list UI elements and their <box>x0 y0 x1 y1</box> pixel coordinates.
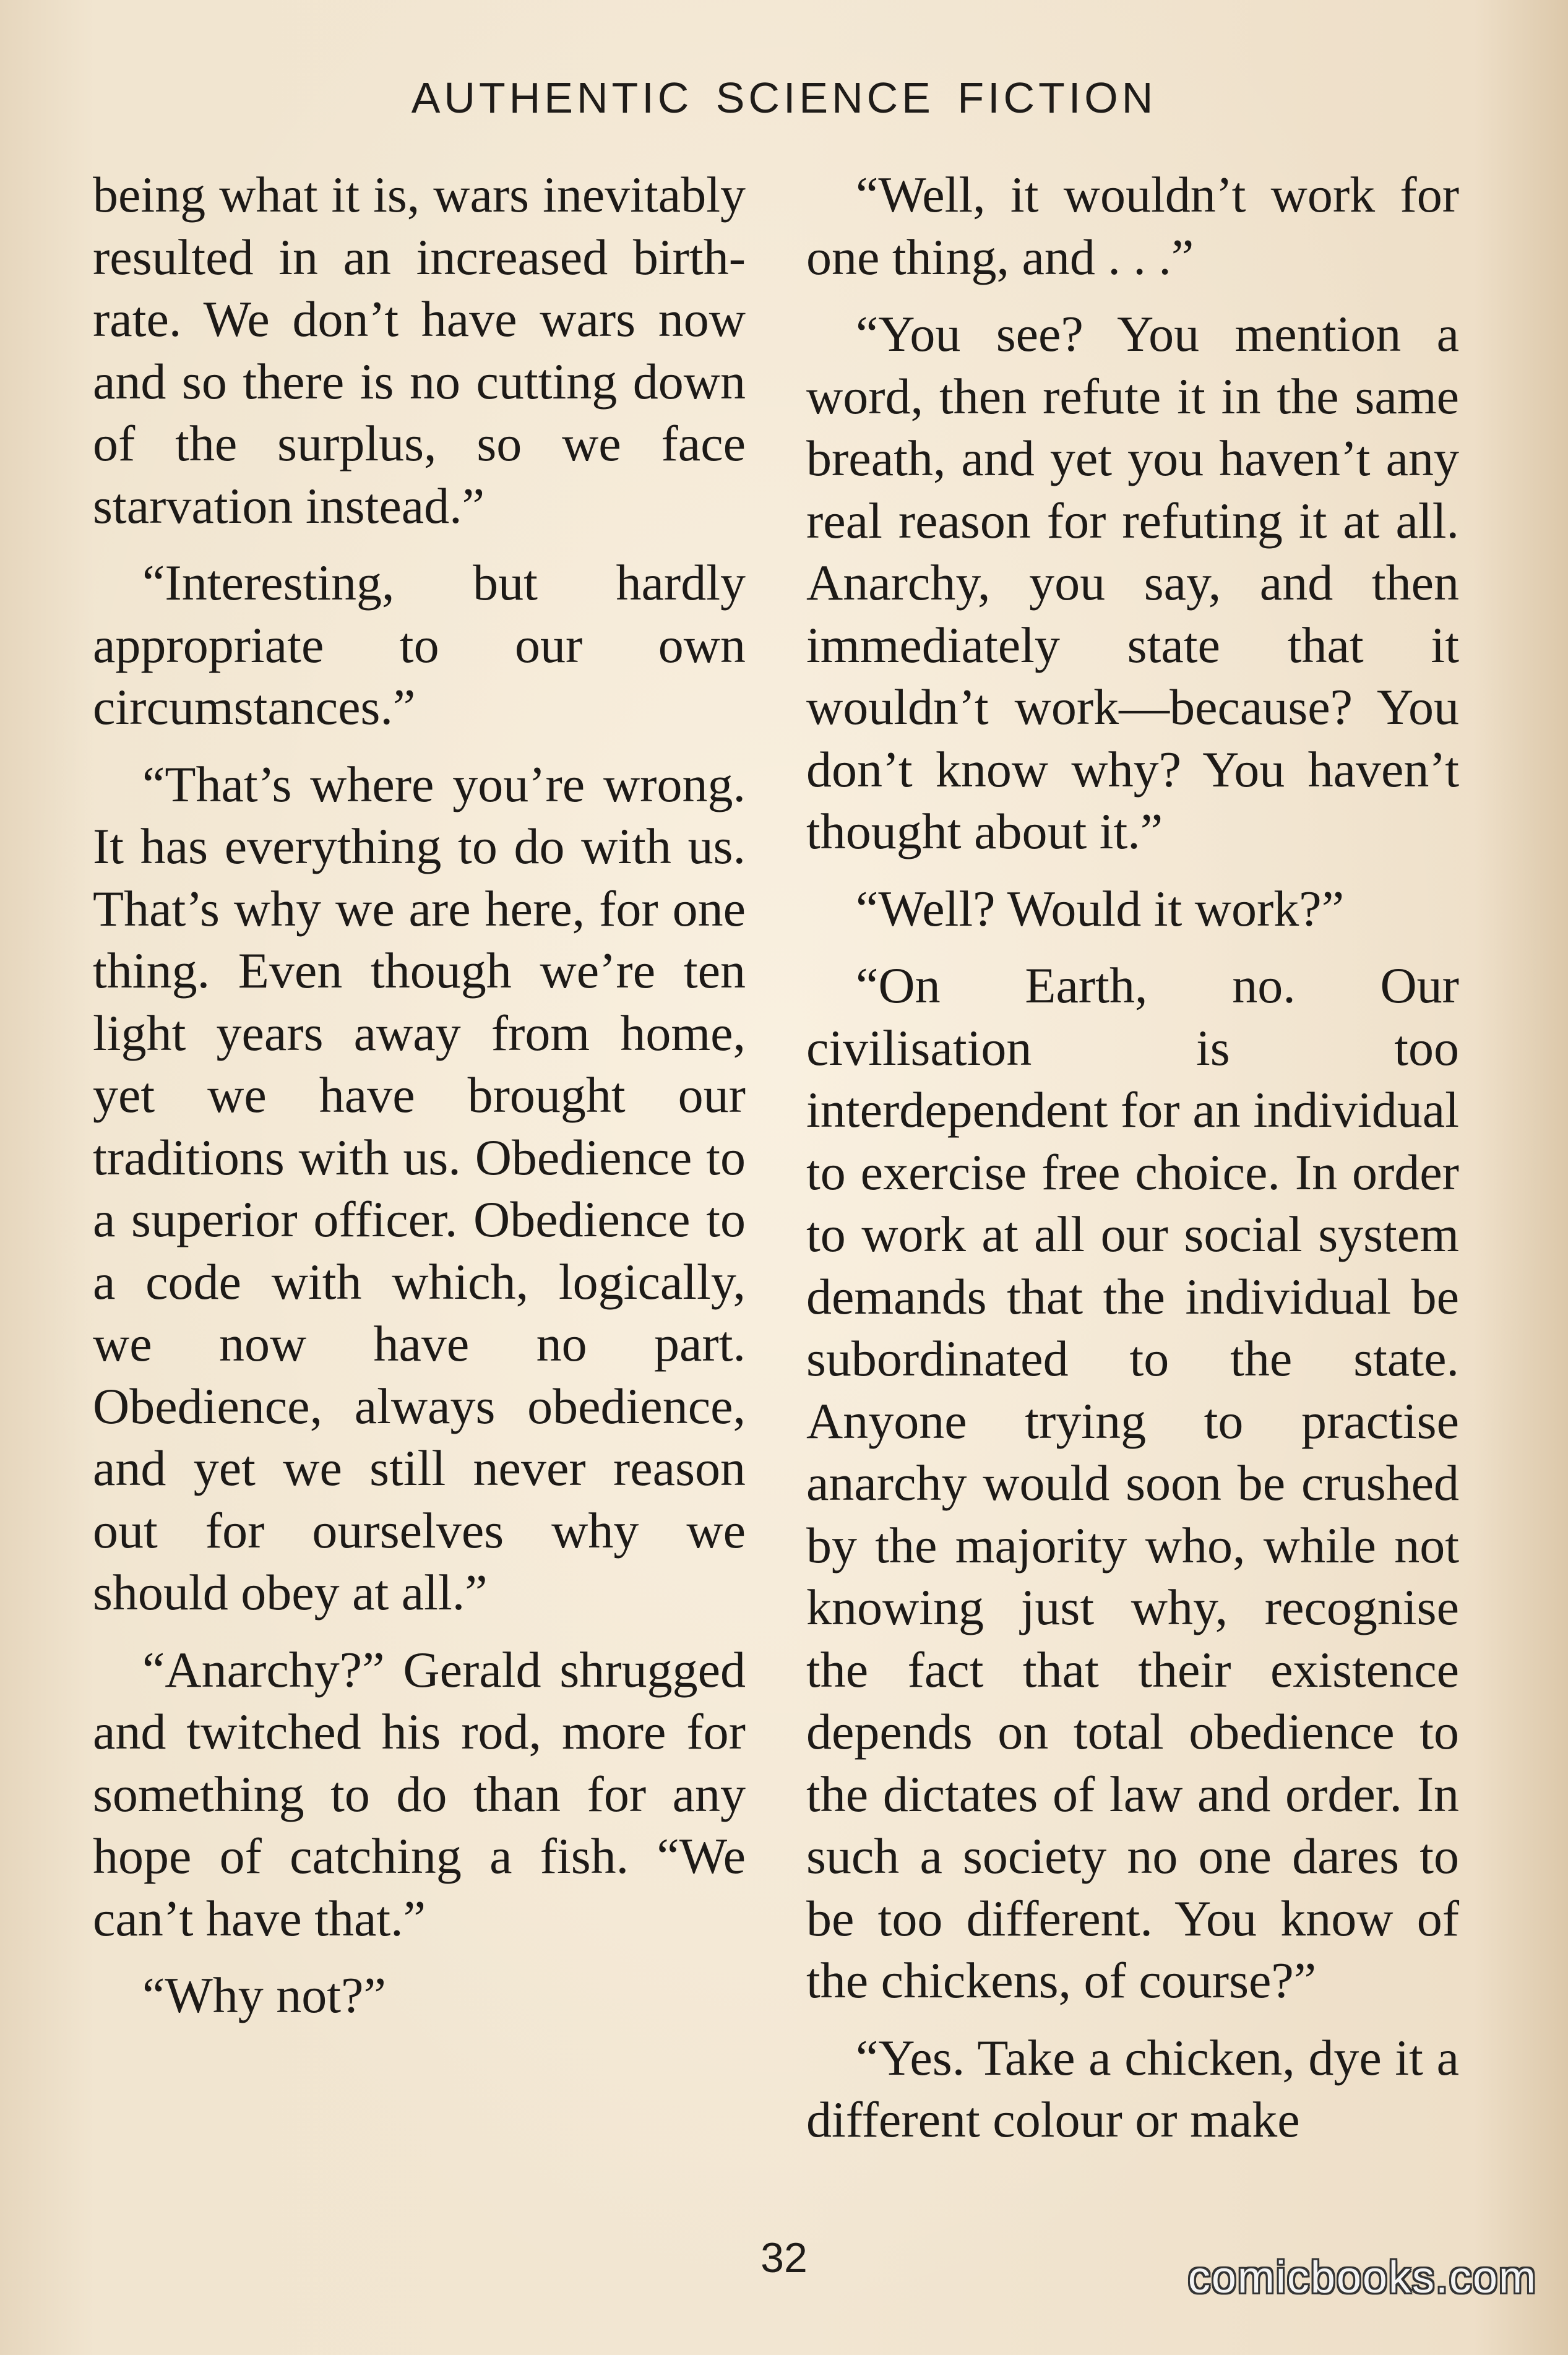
paragraph: “Yes. Take a chicken, dye it a different colour or make <box>806 2029 1459 2148</box>
left-text-column <box>93 164 746 2027</box>
running-header: AUTHENTIC SCIENCE FICTION <box>411 74 1157 122</box>
paragraph: “On Earth, no. Our civilisation is too interdependent for an individual to exercise free choice. In order to work at all our social system demands that the individual be subordinated to the state. Anyone trying to practise anarchy would soon be crushed by the majority who, while not knowing just why, recognise the fact that their existence depends on total obedience to the dictates of law and order. In such a society no one dares to be too different. You know of the chickens, of course?” <box>806 957 1459 2008</box>
site-watermark: comicbooks.com <box>1187 2253 1537 2302</box>
paragraph: “Interesting, but hardly appropriate to our own circumstances.” <box>93 554 746 735</box>
paragraph: “Why not?” <box>142 1967 386 2023</box>
paragraph: “That’s where you’re wrong. It has everything to do with us. That’s why we are here, for one thing. Even though we’re ten light years away from home, yet we have brought our traditions with us. Obedience to a superior officer. Obedience to a code with which, logically, we now have no part. Obedience, always obedience, and yet we still never reason out for ourselves why we should obey at all.” <box>93 756 746 1621</box>
paragraph: “You see? You mention a word, then refute it in the same breath, and yet you haven’t any real reason for refuting it at all. Anarchy, you say, and then immediately state that it wouldn’t work—because? You don’t know why? You haven’t thought about it.” <box>806 306 1459 859</box>
paragraph: “Anarchy?” Gerald shrugged and twitched his rod, more for something to do than for any hope of catching a fish. “We can’t have that.” <box>93 1641 746 1947</box>
page-number: 32 <box>760 2234 808 2281</box>
right-text-column <box>806 164 1459 2151</box>
paragraph: “Well, it wouldn’t work for one thing, and . . .” <box>806 166 1459 285</box>
paragraph: “Well? Would it work?” <box>856 880 1345 937</box>
paragraph: being what it is, wars inevitably resulted in an increased birth-rate. We don’t have wars now and so there is no cutting down of the surplus, so we face starvation instead.” <box>93 166 746 534</box>
